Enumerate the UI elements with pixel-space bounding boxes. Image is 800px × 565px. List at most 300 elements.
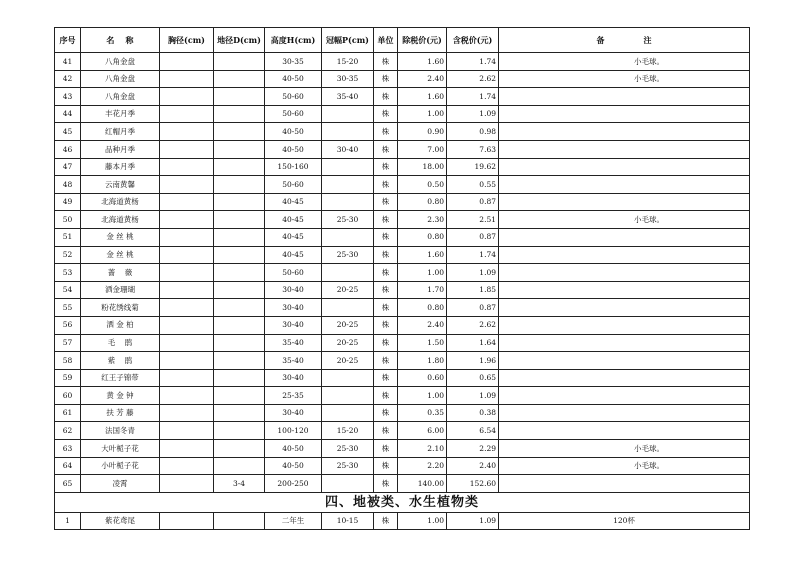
crown-cell: 30-40 bbox=[322, 140, 374, 158]
row-number: 43 bbox=[55, 88, 81, 106]
dbh-cell bbox=[160, 422, 214, 440]
unit-cell: 株 bbox=[374, 158, 398, 176]
note-cell bbox=[499, 176, 750, 194]
crown-cell: 30-35 bbox=[322, 70, 374, 88]
row-number: 50 bbox=[55, 211, 81, 229]
note-cell: 小毛球。 bbox=[499, 70, 750, 88]
col-header-no: 序号 bbox=[55, 28, 81, 53]
plant-name: 黄 金 钟 bbox=[81, 387, 160, 405]
dbh-cell bbox=[160, 475, 214, 493]
plant-name: 红帽月季 bbox=[81, 123, 160, 141]
crown-cell bbox=[322, 158, 374, 176]
col-header-height: 高度H(cm) bbox=[265, 28, 322, 53]
ground-diameter-cell bbox=[214, 440, 265, 458]
height-cell: 30-40 bbox=[265, 316, 322, 334]
table-row bbox=[55, 369, 750, 387]
plant-name: 毛 鹃 bbox=[81, 334, 160, 352]
ground-diameter-cell bbox=[214, 316, 265, 334]
price-ex-tax-cell: 140.00 bbox=[398, 475, 447, 493]
height-cell: 200-250 bbox=[265, 475, 322, 493]
dbh-cell bbox=[160, 281, 214, 299]
unit-cell: 株 bbox=[374, 352, 398, 370]
crown-cell bbox=[322, 193, 374, 211]
ground-diameter-cell bbox=[214, 211, 265, 229]
row-number: 53 bbox=[55, 264, 81, 282]
note-cell bbox=[499, 105, 750, 123]
row-number: 49 bbox=[55, 193, 81, 211]
table-row bbox=[55, 140, 750, 158]
ground-diameter-cell bbox=[214, 422, 265, 440]
price-ex-tax-cell: 1.00 bbox=[398, 264, 447, 282]
table-row bbox=[55, 211, 750, 229]
note-cell bbox=[499, 193, 750, 211]
price-inc-tax-cell: 1.74 bbox=[447, 88, 499, 106]
unit-cell: 株 bbox=[374, 512, 398, 530]
table-row bbox=[55, 246, 750, 264]
price-ex-tax-cell: 2.30 bbox=[398, 211, 447, 229]
table-row bbox=[55, 475, 750, 493]
price-inc-tax-cell: 2.40 bbox=[447, 457, 499, 475]
height-cell: 50-60 bbox=[265, 88, 322, 106]
row-number: 1 bbox=[55, 512, 81, 530]
unit-cell: 株 bbox=[374, 404, 398, 422]
price-ex-tax-cell: 1.00 bbox=[398, 512, 447, 530]
row-number: 60 bbox=[55, 387, 81, 405]
col-header-note: 备 注 bbox=[499, 28, 750, 53]
note-cell bbox=[499, 88, 750, 106]
row-number: 64 bbox=[55, 457, 81, 475]
crown-cell bbox=[322, 228, 374, 246]
price-inc-tax-cell: 0.87 bbox=[447, 193, 499, 211]
crown-cell bbox=[322, 369, 374, 387]
dbh-cell bbox=[160, 193, 214, 211]
height-cell: 二年生 bbox=[265, 512, 322, 530]
ground-diameter-cell bbox=[214, 105, 265, 123]
plant-name: 大叶栀子花 bbox=[81, 440, 160, 458]
height-cell: 50-60 bbox=[265, 176, 322, 194]
unit-cell: 株 bbox=[374, 316, 398, 334]
crown-cell: 35-40 bbox=[322, 88, 374, 106]
height-cell: 40-45 bbox=[265, 228, 322, 246]
table-row bbox=[55, 299, 750, 317]
row-number: 45 bbox=[55, 123, 81, 141]
note-cell bbox=[499, 387, 750, 405]
note-cell: 小毛球。 bbox=[499, 211, 750, 229]
price-inc-tax-cell: 1.09 bbox=[447, 264, 499, 282]
note-cell: 小毛球。 bbox=[499, 440, 750, 458]
table-row bbox=[55, 440, 750, 458]
unit-cell: 株 bbox=[374, 140, 398, 158]
unit-cell: 株 bbox=[374, 440, 398, 458]
price-inc-tax-cell: 0.87 bbox=[447, 228, 499, 246]
height-cell: 30-35 bbox=[265, 53, 322, 71]
ground-diameter-cell bbox=[214, 404, 265, 422]
price-ex-tax-cell: 2.20 bbox=[398, 457, 447, 475]
price-ex-tax-cell: 0.35 bbox=[398, 404, 447, 422]
table-row bbox=[55, 123, 750, 141]
height-cell: 30-40 bbox=[265, 404, 322, 422]
plant-name: 北海道黄杨 bbox=[81, 211, 160, 229]
unit-cell: 株 bbox=[374, 299, 398, 317]
row-number: 51 bbox=[55, 228, 81, 246]
height-cell: 40-45 bbox=[265, 246, 322, 264]
row-number: 52 bbox=[55, 246, 81, 264]
table-row bbox=[55, 193, 750, 211]
height-cell: 100-120 bbox=[265, 422, 322, 440]
col-header-unit: 单位 bbox=[374, 28, 398, 53]
ground-diameter-cell bbox=[214, 457, 265, 475]
crown-cell: 25-30 bbox=[322, 457, 374, 475]
price-ex-tax-cell: 18.00 bbox=[398, 158, 447, 176]
dbh-cell bbox=[160, 105, 214, 123]
crown-cell: 20-25 bbox=[322, 334, 374, 352]
height-cell: 35-40 bbox=[265, 334, 322, 352]
dbh-cell bbox=[160, 369, 214, 387]
row-number: 56 bbox=[55, 316, 81, 334]
note-cell bbox=[499, 123, 750, 141]
height-cell: 30-40 bbox=[265, 281, 322, 299]
note-cell bbox=[499, 140, 750, 158]
dbh-cell bbox=[160, 53, 214, 71]
price-ex-tax-cell: 1.70 bbox=[398, 281, 447, 299]
price-inc-tax-cell: 2.62 bbox=[447, 316, 499, 334]
row-number: 58 bbox=[55, 352, 81, 370]
price-ex-tax-cell: 0.60 bbox=[398, 369, 447, 387]
table-row bbox=[55, 404, 750, 422]
col-header-crown: 冠幅P(cm) bbox=[322, 28, 374, 53]
dbh-cell bbox=[160, 176, 214, 194]
height-cell: 150-160 bbox=[265, 158, 322, 176]
plant-name: 小叶栀子花 bbox=[81, 457, 160, 475]
ground-diameter-cell bbox=[214, 228, 265, 246]
unit-cell: 株 bbox=[374, 105, 398, 123]
price-inc-tax-cell: 2.51 bbox=[447, 211, 499, 229]
note-cell bbox=[499, 228, 750, 246]
price-ex-tax-cell: 0.80 bbox=[398, 193, 447, 211]
plant-name: 北海道黄杨 bbox=[81, 193, 160, 211]
crown-cell bbox=[322, 404, 374, 422]
row-number: 55 bbox=[55, 299, 81, 317]
crown-cell bbox=[322, 299, 374, 317]
price-ex-tax-cell: 1.60 bbox=[398, 88, 447, 106]
ground-diameter-cell bbox=[214, 352, 265, 370]
unit-cell: 株 bbox=[374, 123, 398, 141]
crown-cell: 10-15 bbox=[322, 512, 374, 530]
height-cell: 40-45 bbox=[265, 193, 322, 211]
row-number: 57 bbox=[55, 334, 81, 352]
unit-cell: 株 bbox=[374, 281, 398, 299]
table-row bbox=[55, 316, 750, 334]
price-ex-tax-cell: 0.80 bbox=[398, 228, 447, 246]
row-number: 47 bbox=[55, 158, 81, 176]
plant-name: 八角金盘 bbox=[81, 70, 160, 88]
row-number: 54 bbox=[55, 281, 81, 299]
col-header-ground-diameter: 地径D(cm) bbox=[214, 28, 265, 53]
table-row bbox=[55, 176, 750, 194]
price-inc-tax-cell: 0.98 bbox=[447, 123, 499, 141]
unit-cell: 株 bbox=[374, 211, 398, 229]
price-ex-tax-cell: 1.00 bbox=[398, 387, 447, 405]
table-row bbox=[55, 422, 750, 440]
dbh-cell bbox=[160, 457, 214, 475]
table-row bbox=[55, 70, 750, 88]
price-ex-tax-cell: 1.60 bbox=[398, 246, 447, 264]
crown-cell: 20-25 bbox=[322, 281, 374, 299]
price-ex-tax-cell: 0.80 bbox=[398, 299, 447, 317]
crown-cell: 15-20 bbox=[322, 422, 374, 440]
note-cell bbox=[499, 475, 750, 493]
ground-diameter-cell bbox=[214, 176, 265, 194]
ground-diameter-cell bbox=[214, 158, 265, 176]
note-cell bbox=[499, 281, 750, 299]
unit-cell: 株 bbox=[374, 457, 398, 475]
unit-cell: 株 bbox=[374, 53, 398, 71]
crown-cell bbox=[322, 123, 374, 141]
price-ex-tax-cell: 7.00 bbox=[398, 140, 447, 158]
note-cell bbox=[499, 316, 750, 334]
price-inc-tax-cell: 1.74 bbox=[447, 53, 499, 71]
dbh-cell bbox=[160, 387, 214, 405]
height-cell: 30-40 bbox=[265, 369, 322, 387]
table-row bbox=[55, 105, 750, 123]
note-cell bbox=[499, 264, 750, 282]
note-cell: 小毛球。 bbox=[499, 457, 750, 475]
height-cell: 40-45 bbox=[265, 211, 322, 229]
price-inc-tax-cell: 0.87 bbox=[447, 299, 499, 317]
row-number: 59 bbox=[55, 369, 81, 387]
price-ex-tax-cell: 0.50 bbox=[398, 176, 447, 194]
table-row bbox=[55, 264, 750, 282]
table-row bbox=[55, 88, 750, 106]
plant-name: 红王子锦带 bbox=[81, 369, 160, 387]
table-row bbox=[55, 352, 750, 370]
unit-cell: 株 bbox=[374, 88, 398, 106]
dbh-cell bbox=[160, 316, 214, 334]
dbh-cell bbox=[160, 246, 214, 264]
ground-diameter-cell bbox=[214, 193, 265, 211]
table-row bbox=[55, 53, 750, 71]
ground-diameter-cell bbox=[214, 369, 265, 387]
price-inc-tax-cell: 1.09 bbox=[447, 387, 499, 405]
unit-cell: 株 bbox=[374, 70, 398, 88]
dbh-cell bbox=[160, 264, 214, 282]
dbh-cell bbox=[160, 440, 214, 458]
ground-diameter-cell bbox=[214, 387, 265, 405]
table-row bbox=[55, 457, 750, 475]
note-cell: 120杯 bbox=[499, 512, 750, 530]
height-cell: 30-40 bbox=[265, 299, 322, 317]
crown-cell: 25-30 bbox=[322, 211, 374, 229]
crown-cell: 25-30 bbox=[322, 246, 374, 264]
note-cell bbox=[499, 299, 750, 317]
unit-cell: 株 bbox=[374, 193, 398, 211]
price-ex-tax-cell: 1.00 bbox=[398, 105, 447, 123]
dbh-cell bbox=[160, 88, 214, 106]
plant-name: 法国冬青 bbox=[81, 422, 160, 440]
height-cell: 40-50 bbox=[265, 70, 322, 88]
unit-cell: 株 bbox=[374, 334, 398, 352]
price-inc-tax-cell: 0.55 bbox=[447, 176, 499, 194]
ground-diameter-cell bbox=[214, 299, 265, 317]
table-row bbox=[55, 228, 750, 246]
note-cell bbox=[499, 246, 750, 264]
crown-cell: 20-25 bbox=[322, 352, 374, 370]
ground-diameter-cell bbox=[214, 281, 265, 299]
price-ex-tax-cell: 1.80 bbox=[398, 352, 447, 370]
col-header-price-ex-tax: 除税价(元) bbox=[398, 28, 447, 53]
price-inc-tax-cell: 0.38 bbox=[447, 404, 499, 422]
price-inc-tax-cell: 0.65 bbox=[447, 369, 499, 387]
price-ex-tax-cell: 6.00 bbox=[398, 422, 447, 440]
row-number: 41 bbox=[55, 53, 81, 71]
height-cell: 40-50 bbox=[265, 123, 322, 141]
row-number: 65 bbox=[55, 475, 81, 493]
price-ex-tax-cell: 2.40 bbox=[398, 70, 447, 88]
price-inc-tax-cell: 19.62 bbox=[447, 158, 499, 176]
plant-name: 扶 芳 藤 bbox=[81, 404, 160, 422]
dbh-cell bbox=[160, 123, 214, 141]
col-header-name: 名 称 bbox=[81, 28, 160, 53]
ground-diameter-cell bbox=[214, 70, 265, 88]
price-inc-tax-cell: 1.09 bbox=[447, 105, 499, 123]
height-cell: 50-60 bbox=[265, 105, 322, 123]
ground-diameter-cell bbox=[214, 334, 265, 352]
plant-name: 洒金珊瑚 bbox=[81, 281, 160, 299]
price-inc-tax-cell: 1.96 bbox=[447, 352, 499, 370]
ground-diameter-cell bbox=[214, 264, 265, 282]
price-ex-tax-cell: 2.10 bbox=[398, 440, 447, 458]
ground-diameter-cell bbox=[214, 246, 265, 264]
price-inc-tax-cell: 1.74 bbox=[447, 246, 499, 264]
crown-cell: 15-20 bbox=[322, 53, 374, 71]
price-ex-tax-cell: 2.40 bbox=[398, 316, 447, 334]
note-cell bbox=[499, 369, 750, 387]
price-inc-tax-cell: 1.64 bbox=[447, 334, 499, 352]
height-cell: 40-50 bbox=[265, 457, 322, 475]
crown-cell bbox=[322, 105, 374, 123]
row-number: 44 bbox=[55, 105, 81, 123]
unit-cell: 株 bbox=[374, 246, 398, 264]
plant-name: 紫花鸢尾 bbox=[81, 512, 160, 530]
row-number: 46 bbox=[55, 140, 81, 158]
dbh-cell bbox=[160, 334, 214, 352]
price-inc-tax-cell: 7.63 bbox=[447, 140, 499, 158]
header-row bbox=[55, 28, 750, 53]
plant-name: 品种月季 bbox=[81, 140, 160, 158]
note-cell bbox=[499, 352, 750, 370]
table-row bbox=[55, 281, 750, 299]
note-cell bbox=[499, 158, 750, 176]
height-cell: 25-35 bbox=[265, 387, 322, 405]
note-cell: 小毛球。 bbox=[499, 53, 750, 71]
dbh-cell bbox=[160, 70, 214, 88]
dbh-cell bbox=[160, 211, 214, 229]
note-cell bbox=[499, 404, 750, 422]
plant-name: 金 丝 桃 bbox=[81, 246, 160, 264]
height-cell: 40-50 bbox=[265, 140, 322, 158]
price-inc-tax-cell: 1.09 bbox=[447, 512, 499, 530]
dbh-cell bbox=[160, 158, 214, 176]
ground-diameter-cell bbox=[214, 53, 265, 71]
crown-cell: 25-30 bbox=[322, 440, 374, 458]
height-cell: 40-50 bbox=[265, 440, 322, 458]
price-ex-tax-cell: 1.50 bbox=[398, 334, 447, 352]
crown-cell bbox=[322, 264, 374, 282]
unit-cell: 株 bbox=[374, 264, 398, 282]
plant-name: 八角金盘 bbox=[81, 53, 160, 71]
plant-name: 云南黄馨 bbox=[81, 176, 160, 194]
dbh-cell bbox=[160, 140, 214, 158]
unit-cell: 株 bbox=[374, 387, 398, 405]
price-inc-tax-cell: 2.62 bbox=[447, 70, 499, 88]
crown-cell bbox=[322, 176, 374, 194]
ground-diameter-cell bbox=[214, 140, 265, 158]
section-row bbox=[55, 492, 750, 512]
plant-name: 蔷 薇 bbox=[81, 264, 160, 282]
table-row bbox=[55, 387, 750, 405]
plant-name: 粉花绣线菊 bbox=[81, 299, 160, 317]
price-inc-tax-cell: 1.85 bbox=[447, 281, 499, 299]
price-ex-tax-cell: 0.90 bbox=[398, 123, 447, 141]
ground-diameter-cell bbox=[214, 123, 265, 141]
height-cell: 50-60 bbox=[265, 264, 322, 282]
col-header-dbh: 胸径(cm) bbox=[160, 28, 214, 53]
crown-cell bbox=[322, 475, 374, 493]
height-cell: 35-40 bbox=[265, 352, 322, 370]
plant-name: 紫 鹃 bbox=[81, 352, 160, 370]
table-row bbox=[55, 512, 750, 530]
plant-name: 洒 金 柏 bbox=[81, 316, 160, 334]
table-row bbox=[55, 334, 750, 352]
table-row bbox=[55, 158, 750, 176]
row-number: 61 bbox=[55, 404, 81, 422]
price-inc-tax-cell: 2.29 bbox=[447, 440, 499, 458]
row-number: 62 bbox=[55, 422, 81, 440]
unit-cell: 株 bbox=[374, 176, 398, 194]
plant-name: 八角金盘 bbox=[81, 88, 160, 106]
unit-cell: 株 bbox=[374, 475, 398, 493]
plant-name: 丰花月季 bbox=[81, 105, 160, 123]
crown-cell bbox=[322, 387, 374, 405]
price-table bbox=[54, 27, 750, 530]
section-title: 四、地被类、水生植物类 bbox=[55, 492, 750, 512]
dbh-cell bbox=[160, 299, 214, 317]
unit-cell: 株 bbox=[374, 422, 398, 440]
plant-name: 藤本月季 bbox=[81, 158, 160, 176]
price-inc-tax-cell: 6.54 bbox=[447, 422, 499, 440]
row-number: 63 bbox=[55, 440, 81, 458]
dbh-cell bbox=[160, 228, 214, 246]
dbh-cell bbox=[160, 512, 214, 530]
dbh-cell bbox=[160, 352, 214, 370]
note-cell bbox=[499, 334, 750, 352]
unit-cell: 株 bbox=[374, 369, 398, 387]
unit-cell: 株 bbox=[374, 228, 398, 246]
row-number: 48 bbox=[55, 176, 81, 194]
ground-diameter-cell bbox=[214, 88, 265, 106]
note-cell bbox=[499, 422, 750, 440]
plant-name: 凌霄 bbox=[81, 475, 160, 493]
ground-diameter-cell bbox=[214, 512, 265, 530]
row-number: 42 bbox=[55, 70, 81, 88]
ground-diameter-cell: 3-4 bbox=[214, 475, 265, 493]
price-ex-tax-cell: 1.60 bbox=[398, 53, 447, 71]
col-header-price-inc-tax: 含税价(元) bbox=[447, 28, 499, 53]
plant-name: 金 丝 桃 bbox=[81, 228, 160, 246]
dbh-cell bbox=[160, 404, 214, 422]
price-inc-tax-cell: 152.60 bbox=[447, 475, 499, 493]
crown-cell: 20-25 bbox=[322, 316, 374, 334]
